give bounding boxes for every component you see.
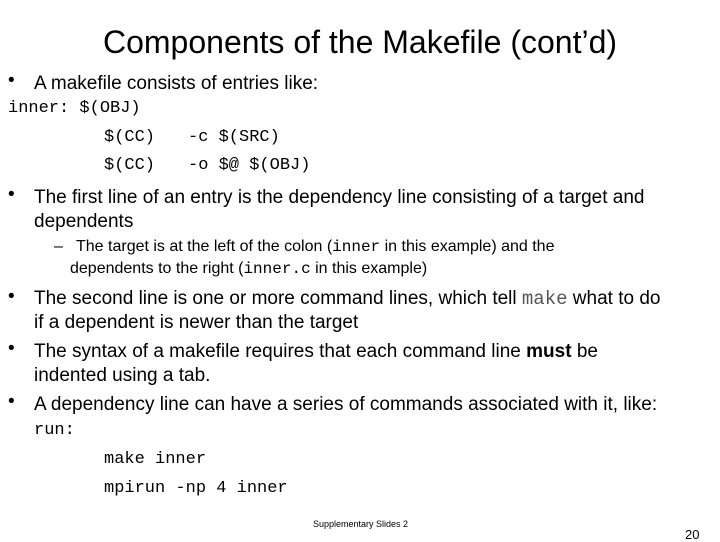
- text-run: dependents to the right (: [70, 260, 244, 277]
- bullet-marker: •: [8, 338, 15, 359]
- bullet-text: dependents: [34, 211, 134, 232]
- text-run: be: [571, 341, 598, 362]
- inline-code: inner.c: [243, 260, 311, 278]
- text-run: The target is at the left of the colon (: [76, 238, 333, 255]
- text-run: in this example) and the: [380, 238, 555, 255]
- text-run: what to do: [567, 288, 661, 309]
- sub-bullet-text: [70, 258, 427, 280]
- text-run: The syntax of a makefile requires that each command line: [34, 341, 527, 362]
- code-line: run:: [34, 421, 75, 440]
- slide-title: Components of the Makefile (cont’d): [102, 24, 618, 60]
- bullet-text: A dependency line can have a series of commands associated with it, like:: [34, 394, 658, 415]
- bullet-text: if a dependent is newer than the target: [34, 312, 359, 333]
- inline-code: make: [521, 288, 568, 310]
- page-number: 20: [685, 527, 700, 542]
- text-run: in this example): [310, 260, 428, 277]
- slide-footer: Supplementary Slides 2: [313, 519, 409, 529]
- code-line: $(CC): [104, 128, 156, 147]
- bullet-text: A makefile consists of entries like:: [34, 73, 319, 94]
- code-line: $(CC): [104, 156, 156, 175]
- bullet-marker: •: [8, 391, 15, 412]
- bullet-text: The first line of an entry is the dependency line consisting of a target and: [34, 187, 645, 208]
- bullet-marker: •: [8, 286, 15, 307]
- code-line: mpirun -np 4 inner: [104, 479, 288, 498]
- code-line: -o $@ $(OBJ): [188, 156, 311, 175]
- bullet-marker: •: [8, 184, 15, 205]
- code-line: -c $(SRC): [188, 128, 280, 147]
- code-line: make inner: [104, 450, 207, 469]
- sub-bullet-marker: –: [54, 238, 63, 255]
- bullet-text: indented using a tab.: [34, 365, 211, 386]
- bold-text: must: [526, 341, 572, 362]
- inline-code: inner: [332, 238, 381, 256]
- bullet-text: [34, 340, 598, 363]
- code-line: inner: $(OBJ): [8, 99, 141, 118]
- bullet-marker: •: [8, 70, 15, 91]
- text-run: The second line is one or more command lines, which tell: [34, 288, 522, 309]
- sub-bullet-text: [76, 236, 554, 258]
- bullet-text: [34, 287, 660, 311]
